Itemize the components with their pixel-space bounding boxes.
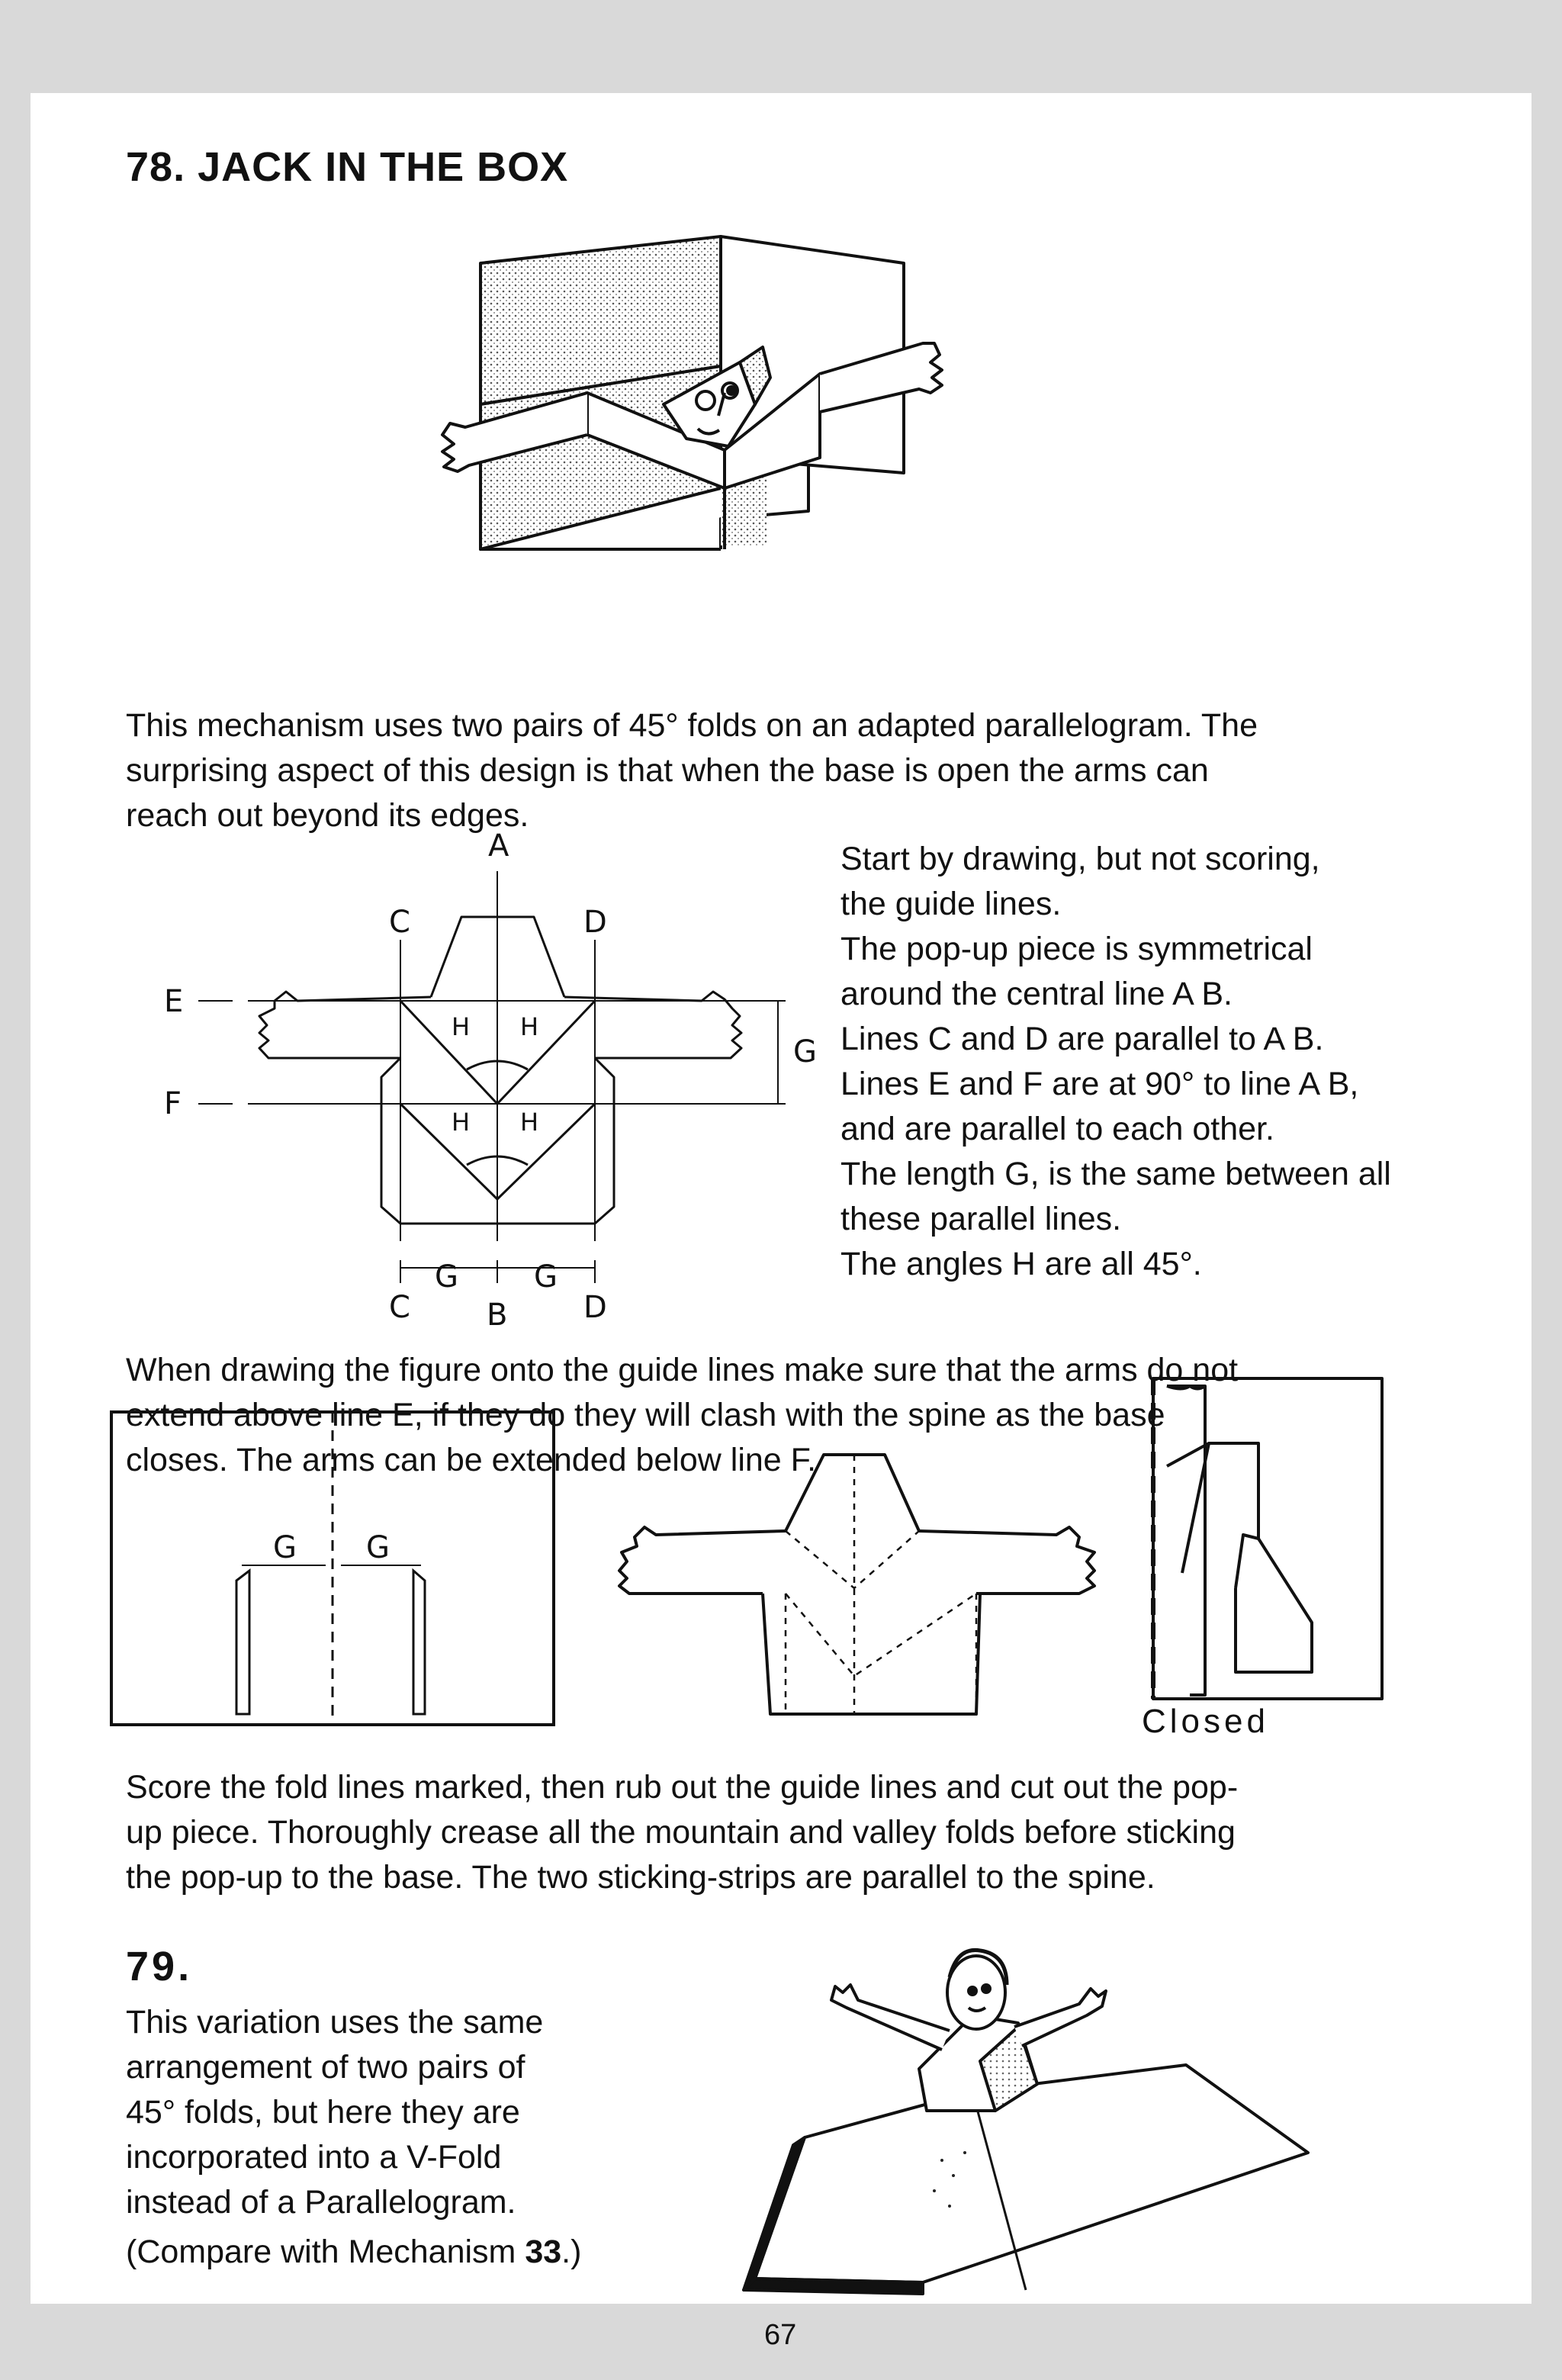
- label-F: F: [164, 1086, 182, 1121]
- compare-suffix: .): [561, 2234, 582, 2270]
- instr-line-2: the guide lines.: [840, 886, 1062, 922]
- para3-line-3: the pop-up to the base. The two sticking-strips are parallel to the spine.: [126, 1859, 1155, 1896]
- label-G-bottom-2: G: [534, 1259, 558, 1295]
- base-diagram: [108, 1409, 558, 1729]
- compare-number: 33: [525, 2234, 562, 2270]
- instr-line-9: these parallel lines.: [840, 1201, 1122, 1237]
- s79-line-4: incorporated into a V-Fold: [126, 2139, 502, 2176]
- book-page: [31, 93, 1531, 2304]
- intro-line-2: surprising aspect of this design is that when the base is open the arms can: [126, 752, 1209, 789]
- para3-line-1: Score the fold lines marked, then rub out the guide lines and cut out the pop-: [126, 1769, 1239, 1806]
- s79-line-2: arrangement of two pairs of: [126, 2049, 525, 2086]
- instr-line-8: The length G, is the same between all: [840, 1156, 1391, 1192]
- intro-line-1: This mechanism uses two pairs of 45° folds on an adapted parallelogram. The: [126, 707, 1258, 744]
- label-H-3: H: [452, 1108, 471, 1137]
- section-79-number: 79.: [126, 1944, 193, 1989]
- para2-line-3: closes. The arms can be extended below line F.: [126, 1442, 817, 1478]
- section-title: 78. JACK IN THE BOX: [126, 144, 569, 190]
- label-G-right: G: [793, 1034, 817, 1069]
- instructions: [840, 837, 1512, 1287]
- label-C-bottom: C: [389, 1290, 410, 1325]
- intro-line-3: reach out beyond its edges.: [126, 797, 529, 834]
- label-D-bottom: D: [583, 1290, 607, 1325]
- closed-label: Closed: [1142, 1703, 1269, 1740]
- instr-line-7: and are parallel to each other.: [840, 1111, 1274, 1147]
- page-number: 67: [764, 2319, 797, 2351]
- instr-line-4: around the central line A B.: [840, 976, 1233, 1012]
- construction-diagram: [122, 825, 854, 1333]
- label-D-top: D: [583, 905, 607, 940]
- label-H-1: H: [452, 1012, 471, 1041]
- closed-diagram: [1144, 1375, 1419, 1703]
- label-A: A: [488, 828, 509, 864]
- compare-prefix: (Compare with Mechanism: [126, 2234, 525, 2270]
- instr-line-6: Lines E and F are at 90° to line A B,: [840, 1066, 1359, 1102]
- intro-paragraph: [126, 703, 1499, 838]
- s79-compare-line: [126, 2230, 736, 2275]
- label-E: E: [164, 984, 184, 1019]
- popup-piece-diagram: [603, 1455, 1129, 1722]
- s79-line-3: 45° folds, but here they are: [126, 2094, 520, 2131]
- instr-line-5: Lines C and D are parallel to A B.: [840, 1021, 1324, 1057]
- base-label-G-1: G: [273, 1530, 297, 1565]
- paragraph-3: [126, 1765, 1514, 1900]
- para2-line-2: extend above line E, if they do they will clash with the spine as the base: [126, 1397, 1165, 1433]
- label-G-bottom-1: G: [435, 1259, 458, 1295]
- s79-line-1: This variation uses the same: [126, 2004, 544, 2041]
- label-C-top: C: [389, 905, 410, 940]
- instr-line-3: The pop-up piece is symmetrical: [840, 931, 1313, 967]
- jack-in-box-illustration: [435, 229, 969, 572]
- vfold-illustration: [721, 1931, 1323, 2305]
- label-B: B: [487, 1298, 508, 1333]
- instr-line-10: The angles H are all 45°.: [840, 1246, 1202, 1282]
- section-79-text: [126, 2000, 736, 2275]
- label-H-4: H: [520, 1108, 539, 1137]
- s79-line-5: instead of a Parallelogram.: [126, 2184, 516, 2221]
- para2-line-1: When drawing the figure onto the guide lines make sure that the arms do not: [126, 1352, 1239, 1388]
- base-label-G-2: G: [366, 1530, 390, 1565]
- instr-line-1: Start by drawing, but not scoring,: [840, 841, 1320, 877]
- para3-line-2: up piece. Thoroughly crease all the mountain and valley folds before sticking: [126, 1814, 1236, 1851]
- label-H-2: H: [520, 1012, 539, 1041]
